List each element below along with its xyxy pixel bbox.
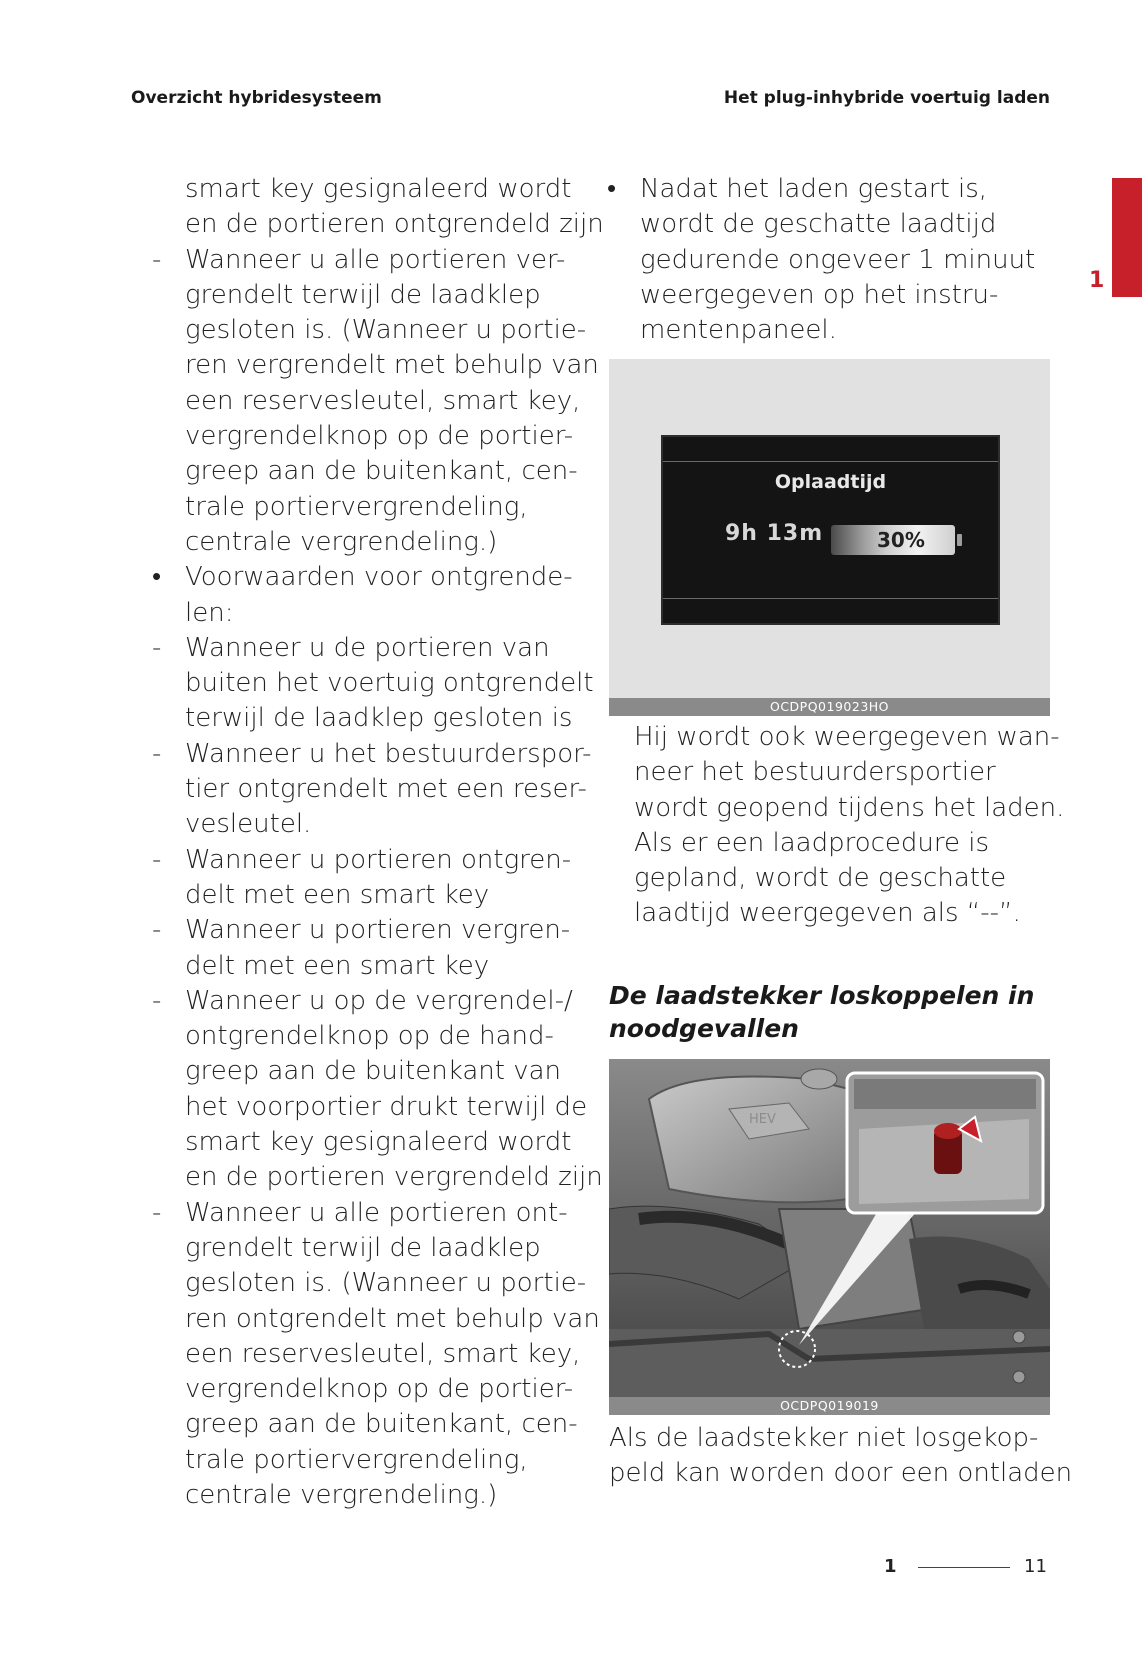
text-line: gepland, wordt de geschatte [634, 863, 1007, 894]
chapter-tab-number: 1 [1089, 268, 1105, 293]
instrument-display [661, 435, 1000, 625]
text-line [152, 1407, 592, 1442]
text-line [152, 1196, 592, 1231]
section-heading-line2: noodgevallen [609, 1014, 799, 1043]
text-line [152, 490, 592, 525]
line-text: wordt de geschatte laadtijd [640, 209, 997, 240]
text-line [152, 596, 592, 631]
battery-tip [957, 534, 962, 546]
dash-marker: - [152, 915, 162, 946]
line-text: Wanneer u het bestuurderspor- [185, 738, 592, 769]
chapter-tab-marker [1112, 178, 1142, 297]
text-line [152, 737, 592, 772]
line-text: delt met een smart key [185, 950, 490, 981]
text-line [152, 949, 592, 984]
line-text: weergegeven op het instru- [640, 279, 999, 310]
line-text: Nadat het laden gestart is, [640, 174, 988, 204]
line-text: Voorwaarden voor ontgrende- [185, 562, 573, 593]
text-line [152, 278, 592, 313]
text-line: Als er een laadprocedure is [634, 827, 990, 858]
dash-marker: - [152, 1197, 162, 1228]
text-line [152, 560, 592, 595]
text-line [152, 1125, 592, 1160]
line-text: Wanneer u alle portieren ver- [185, 244, 566, 275]
battery-percent: 30% [877, 528, 925, 552]
dash-marker: - [152, 632, 162, 663]
dash-marker: - [152, 844, 162, 875]
running-header-left: Overzicht hybridesysteem [131, 88, 382, 108]
text-line [152, 666, 592, 701]
display-top-rule [663, 461, 998, 462]
dash-marker: - [152, 985, 162, 1016]
text-line [152, 419, 592, 454]
text-line [152, 631, 592, 666]
line-text: terwijl de laadklep gesloten is [185, 703, 573, 734]
line-text: grendelt terwijl de laadklep [185, 1232, 541, 1263]
text-line [152, 243, 592, 278]
line-text: gesloten is. (Wanneer u portie- [185, 1268, 587, 1299]
text-line [152, 1443, 592, 1478]
text-line [152, 878, 592, 913]
line-text: grendelt terwijl de laadklep [185, 279, 541, 310]
running-header-right: Het plug-inhybride voertuig laden [723, 88, 1050, 108]
right-column-bottom [609, 1421, 1072, 1492]
text-line [152, 207, 604, 242]
line-text: greep aan de buitenkant van [185, 1056, 561, 1087]
text-line [152, 1372, 592, 1407]
text-line [152, 1478, 592, 1513]
text-line [152, 313, 592, 348]
line-text: gedurende ongeveer 1 minuut [640, 244, 1036, 275]
line-text: greep aan de buitenkant, cen- [185, 1409, 578, 1440]
footer-chapter: 1 [884, 1556, 897, 1577]
line-text: delt met een smart key [185, 879, 490, 910]
text-line: peld kan worden door een ontladen [609, 1458, 1073, 1489]
text-line: neer het bestuurdersportier [634, 757, 996, 788]
line-text: Wanneer u alle portieren ont- [185, 1197, 568, 1228]
text-line [607, 172, 1052, 207]
display-title: Oplaadtijd [774, 471, 887, 493]
text-line [152, 1090, 592, 1125]
text-line [152, 384, 592, 419]
right-column-intro [607, 172, 1052, 348]
text-line [152, 1337, 592, 1372]
footer-rule [918, 1567, 1010, 1568]
text-line [607, 313, 1052, 348]
text-line [152, 843, 592, 878]
text-line [152, 1302, 600, 1337]
line-text: vergrendelknop op de portier- [185, 421, 574, 452]
left-column [152, 172, 604, 1513]
dash-marker: - [152, 738, 162, 769]
line-text: greep aan de buitenkant, cen- [185, 456, 578, 487]
text-line [152, 984, 592, 1019]
text-line [152, 172, 592, 207]
engine-bay-illustration [609, 1059, 1050, 1415]
line-text: ontgrendelknop op de hand- [185, 1021, 554, 1052]
dash-marker: - [152, 244, 162, 275]
line-text: vesleutel. [185, 809, 312, 840]
line-text: en de portieren ontgrendeld zijn [185, 209, 604, 240]
text-line: wordt geopend tijdens het laden. [634, 792, 1065, 823]
line-text: ren vergrendelt met behulp van [185, 350, 599, 381]
line-text: smart key gesignaleerd wordt [185, 1127, 572, 1158]
text-line: Hij wordt ook weergegeven wan- [634, 722, 1060, 752]
line-text: Wanneer u portieren ontgren- [185, 844, 572, 875]
section-heading [609, 979, 1034, 1045]
figure-caption: OCDPQ019023HO [609, 698, 1050, 716]
line-text: smart key gesignaleerd wordt [185, 174, 572, 204]
line-text: ren ontgrendelt met behulp van [185, 1303, 600, 1334]
text-line [152, 1231, 592, 1266]
bullet-marker: • [152, 562, 162, 593]
line-text: trale portiervergrendeling, [185, 1444, 528, 1475]
line-text: trale portiervergrendeling, [185, 491, 528, 522]
line-text: vergrendelknop op de portier- [185, 1374, 574, 1405]
text-line: laadtijd weergegeven als “--”. [634, 898, 1021, 929]
line-text: het voorportier drukt terwijl de [185, 1091, 588, 1122]
display-bottom-rule [663, 598, 998, 599]
hev-badge: HEV [749, 1112, 776, 1127]
line-text: buiten het voertuig ontgrendelt [185, 668, 594, 699]
text-line [152, 913, 592, 948]
text-line [152, 807, 592, 842]
line-text: Wanneer u de portieren van [185, 632, 550, 663]
right-column-middle [634, 720, 1065, 932]
line-text: centrale vergrendeling.) [185, 526, 498, 557]
text-line [152, 1266, 592, 1301]
line-text: centrale vergrendeling.) [185, 1479, 498, 1510]
line-text: len: [185, 597, 234, 628]
line-text: Wanneer u portieren vergren- [185, 915, 571, 946]
line-text: tier ontgrendelt met een reser- [185, 774, 587, 805]
text-line: Als de laadstekker niet losgekop- [609, 1423, 1039, 1453]
engine-bay-figure [609, 1059, 1050, 1415]
page-number: 11 [1024, 1556, 1047, 1577]
line-text: en de portieren vergrendeld zijn [185, 1162, 603, 1193]
charging-time-value: 9h 13m [725, 521, 824, 546]
text-line [152, 772, 592, 807]
line-text: een reservesleutel, smart key, [185, 1338, 581, 1369]
text-line [152, 348, 599, 383]
text-line [607, 207, 1052, 242]
text-line [152, 1160, 603, 1195]
text-line [152, 701, 592, 736]
bullet-marker: • [607, 174, 617, 204]
text-line [607, 278, 1052, 313]
text-line [152, 525, 592, 560]
figure-caption: OCDPQ019019 [609, 1397, 1050, 1415]
text-line [152, 1054, 592, 1089]
text-line [607, 243, 1052, 278]
line-text: Wanneer u op de vergrendel-/ [185, 985, 573, 1016]
text-line [152, 454, 592, 489]
section-heading-line1: De laadstekker loskoppelen in [609, 981, 1035, 1010]
text-line [152, 1019, 592, 1054]
line-text: een reservesleutel, smart key, [185, 385, 581, 416]
line-text: gesloten is. (Wanneer u portie- [185, 315, 587, 346]
charging-time-figure [609, 359, 1050, 716]
line-text: mentenpaneel. [640, 315, 837, 346]
